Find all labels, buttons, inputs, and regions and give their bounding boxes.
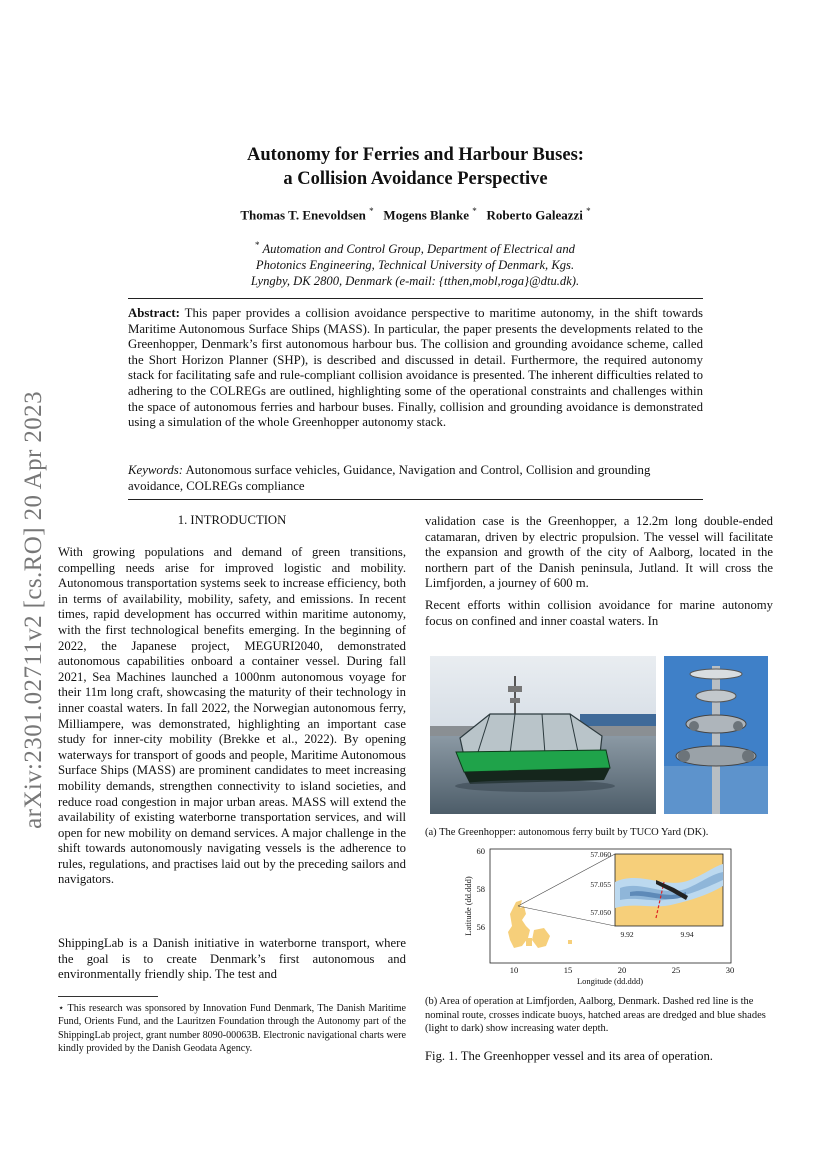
abstract-text: This paper provides a collision avoidance perspective to maritime autonomy, in the shift towards Maritime Autonomous Surface Ships (MASS). In particular, the paper presents the developments related to the Greenhopper, Denmark’s first autonomous harbour bus. The collision and grounding avoidance scheme, called the Short Horizon Planner (SHP), is described and discussed in detail. Furthermore, the required autonomy stack for facilitating safe and rule-compliant collision avoidance is presented. The inherent difficulties related to adhering to the COLREGs are outlined, highlighting some of the operational constraints and challenges within the space of autonomous ferries and harbour buses. Finally, collision and grounding avoidance is demonstrated using a simulation of the whole Greenhopper autonomy stack. — [128, 306, 703, 430]
y-tick: 58 — [476, 884, 485, 894]
inset-y-tick: 57.055 — [590, 880, 611, 889]
footnote-rule — [58, 996, 158, 997]
intro-paragraph-1 — [58, 545, 406, 888]
x-tick: 20 — [617, 965, 627, 975]
author-name: Mogens Blanke — [383, 207, 470, 223]
paragraph-text: With growing populations and demand of green transitions, compelling needs arise for improved logistic and mobility. Autonomous transportation systems seek to increase efficiency, both in terms of availability, mobility, safety, and emissions. In recent times, rapid development has occurred within maritime autonomy, with the first technological benefits emerging. In the beginning of 2022, the Japanese project, MEGURI2040, demonstrated autonomous capabilities onboard a container vessel. During fall 2021, Sea Machines launched a 1000nm autonomous voyage for their 11m long craft, showcasing the maturity of their technology in inner coastal waters. In fall 2022, the Norwegian autonomous ferry, Milliampere, was demonstrated, highlighting an important case study for inner-city mobility (Brekke et al., 2022). By opening waterways for transport of goods and people, Maritime Autonomous Surface Ships (MASS) are prominent candidates to meet increasing mobility demands, strengthen connectivity to island societies, and reduce road congestion in major urban areas. MASS will extend the availability of existing waterborne transportation services, and will open for new mobility on demand services. A major challenge in the shift towards autonomously navigating vessels is the adherence to rules, regulations, and practises laid out by the preceding sailors and navigators. — [58, 545, 406, 887]
x-tick: 15 — [563, 965, 573, 975]
greenhopper-photo — [430, 656, 656, 814]
keywords — [128, 463, 703, 494]
x-tick: 25 — [671, 965, 681, 975]
x-tick: 10 — [509, 965, 519, 975]
abstract-label: Abstract: — [128, 306, 180, 320]
keywords-text: Autonomous surface vehicles, Guidance, Navigation and Control, Collision and grounding avoidance, COLREGs compliance — [128, 463, 651, 493]
section-heading: 1. INTRODUCTION — [177, 513, 287, 527]
affiliation-mark: * — [255, 240, 260, 250]
right-paragraph-2 — [425, 598, 773, 629]
map-plot — [460, 842, 750, 988]
author-mark: * — [369, 206, 374, 216]
sensor-mast-photo — [664, 656, 768, 814]
title-line-2: a Collision Avoidance Perspective — [283, 169, 548, 189]
author-name: Thomas T. Enevoldsen — [240, 207, 366, 223]
x-tick: 30 — [725, 965, 735, 975]
paragraph-text: Recent efforts within collision avoidance for marine autonomy focus on confined and inner coastal waters. In — [425, 598, 773, 628]
inset-y-tick: 57.060 — [590, 850, 611, 859]
paper-title — [128, 143, 703, 191]
inset-y-tick: 57.050 — [590, 908, 611, 917]
footnote-mark: ⋆ — [58, 1003, 65, 1014]
author-mark: * — [586, 206, 591, 216]
area-map — [460, 842, 750, 988]
author-list — [128, 206, 703, 223]
figure-caption: Fig. 1. The Greenhopper vessel and its area of operation. — [425, 1049, 713, 1063]
abstract-top-rule — [128, 298, 703, 299]
subcaption-a: (a) The Greenhopper: autonomous ferry built by TUCO Yard (DK). — [425, 827, 709, 838]
affiliation — [160, 237, 670, 289]
inset-x-tick: 9.94 — [680, 930, 694, 939]
right-paragraph-1 — [425, 514, 773, 592]
arxiv-stamp — [10, 360, 58, 860]
affiliation-line-3: Lyngby, DK 2800, Denmark (e-mail: {tthen,mobl,roga}@dtu.dk). — [250, 274, 580, 289]
funen-landmass — [526, 938, 532, 946]
footnote-text: This research was sponsored by Innovation Fund Denmark, The Danish Maritime Fund, Orients Fund, and the Lauritzen Foundation through the Autonomy part of the ShippingLab project, grant number 8090-00063B. Electronic navigational charts were kindly provided by the Danish Geodata Agency. — [58, 1003, 406, 1054]
bornholm-landmass — [568, 940, 572, 944]
paragraph-text: ShippingLab is a Danish initiative in waterborne transport, where the goal is to create Denmark’s first autonomous and environmentally friendly ship. The test and — [58, 936, 406, 982]
keywords-label: Keywords: — [128, 463, 183, 477]
footnote — [58, 1002, 406, 1055]
affiliation-line-1: Automation and Control Group, Department of Electrical and — [262, 242, 575, 257]
inset-x-tick: 9.92 — [620, 930, 634, 939]
title-line-1: Autonomy for Ferries and Harbour Buses: — [247, 145, 584, 165]
affiliation-line-2: Photonics Engineering, Technical University of Denmark, Kgs. — [255, 258, 575, 273]
sensor-mast-illustration — [664, 656, 768, 814]
x-axis-label: Longitude (dd.ddd) — [576, 976, 644, 986]
y-axis-label: Latitude (dd.ddd) — [463, 876, 473, 936]
paragraph-text: validation case is the Greenhopper, a 12.2m long double-ended catamaran, driven by electric propulsion. The vessel will facilitate the expansion and growth of the city of Aalborg, located in the northern part of the Danish peninsula, Jutland. It will cross the Limfjorden, a journey of 600 m. — [425, 514, 773, 591]
ferry-illustration — [430, 656, 656, 814]
intro-paragraph-2 — [58, 936, 406, 983]
y-tick: 56 — [476, 922, 485, 932]
subcaption-b: (b) Area of operation at Limfjorden, Aalborg, Denmark. Dashed red line is the nominal route, crosses indicate buoys, hatched areas are dredged and blue shades (light to dark) show increasing water depth. — [425, 996, 766, 1035]
abstract-bottom-rule — [128, 499, 703, 500]
y-tick: 60 — [476, 846, 485, 856]
author-mark: * — [472, 206, 477, 216]
abstract — [128, 306, 703, 431]
arxiv-identifier: arXiv:2301.02711v2 [cs.RO] 20 Apr 2023 — [20, 391, 47, 829]
author-name: Roberto Galeazzi — [486, 207, 583, 223]
